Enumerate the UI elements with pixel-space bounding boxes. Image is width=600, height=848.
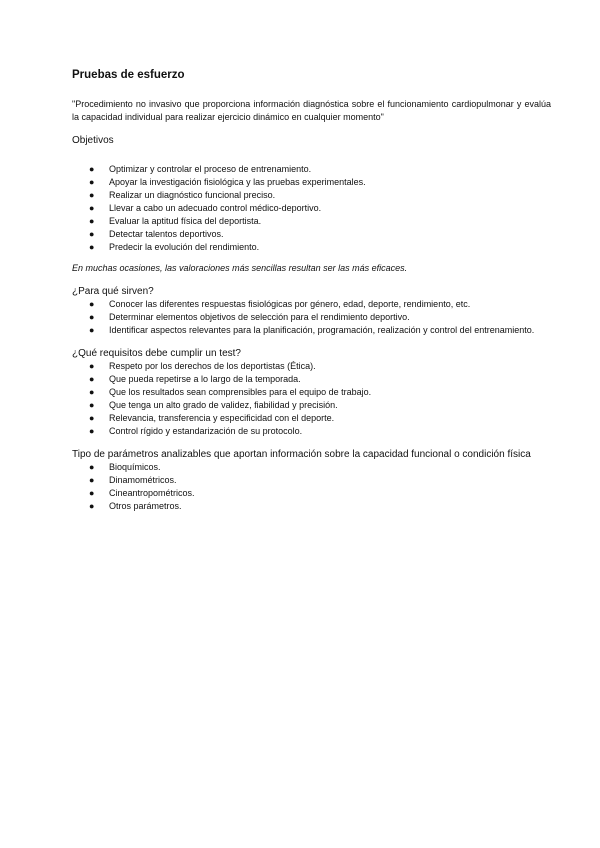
bullet-icon: ● [89, 242, 95, 252]
parametros-list [72, 461, 551, 513]
bullet-icon: ● [89, 462, 95, 472]
list-item: ● Cineantropométricos. [89, 488, 195, 498]
objetivos-list [72, 163, 551, 254]
list-item: ● Apoyar la investigación fisiológica y las pruebas experimentales. [89, 177, 366, 187]
list-item: ● Evaluar la aptitud física del deportista. [89, 216, 262, 226]
list-item: ● Control rígido y estandarización de su protocolo. [89, 426, 303, 436]
para-que-heading: ¿Para qué sirven? [72, 286, 154, 297]
parametros-heading: Tipo de parámetros analizables que aportan información sobre la capacidad funcional o condición física [72, 449, 531, 460]
bullet-icon: ● [89, 312, 95, 322]
bullet-icon: ● [89, 387, 95, 397]
bullet-icon: ● [89, 164, 95, 174]
bullet-icon: ● [89, 426, 95, 436]
bullet-icon: ● [89, 299, 95, 309]
list-item: ● Predecir la evolución del rendimiento. [89, 242, 260, 252]
bullet-icon: ● [89, 475, 95, 485]
list-item: ● Conocer las diferentes respuestas fisiológicas por género, edad, deporte, rendimiento, etc. [89, 299, 471, 309]
document-content [72, 68, 551, 513]
objetivos-heading: Objetivos [72, 135, 114, 146]
requisitos-list [72, 360, 551, 438]
bullet-icon: ● [89, 488, 95, 498]
list-item: ● Realizar un diagnóstico funcional preciso. [89, 190, 276, 200]
bullet-icon: ● [89, 374, 95, 384]
page-title: Pruebas de esfuerzo [72, 69, 185, 81]
list-item: ● Relevancia, transferencia y especificidad con el deporte. [89, 413, 335, 423]
bullet-icon: ● [89, 229, 95, 239]
bullet-icon: ● [89, 325, 95, 335]
list-item: ● Identificar aspectos relevantes para la planificación, programación, realización y control del entrenamiento. [89, 325, 535, 335]
bullet-icon: ● [89, 177, 95, 187]
bullet-icon: ● [89, 361, 95, 371]
bullet-icon: ● [89, 400, 95, 410]
list-item: ● Que pueda repetirse a lo largo de la temporada. [89, 374, 301, 384]
list-item: ● Que los resultados sean comprensibles para el equipo de trabajo. [89, 387, 372, 397]
list-item: ● Detectar talentos deportivos. [89, 229, 224, 239]
list-item: ● Que tenga un alto grado de validez, fiabilidad y precisión. [89, 400, 338, 410]
bullet-icon: ● [89, 190, 95, 200]
para-que-list [72, 298, 551, 337]
definition-quote: "Procedimiento no invasivo que proporciona información diagnóstica sobre el funcionamiento cardiopulmonar y evalúa la capacidad individual para realizar ejercicio dinámico en cualquier momento" [72, 99, 551, 122]
bullet-icon: ● [89, 501, 95, 511]
list-item: ● Bioquímicos. [89, 462, 161, 472]
list-item: ● Optimizar y controlar el proceso de entrenamiento. [89, 164, 312, 174]
bullet-icon: ● [89, 203, 95, 213]
list-item: ● Dinamométricos. [89, 475, 177, 485]
list-item: ● Respeto por los derechos de los deportistas (Ética). [89, 361, 316, 371]
bullet-icon: ● [89, 216, 95, 226]
list-item: ● Llevar a cabo un adecuado control médico-deportivo. [89, 203, 322, 213]
list-item: ● Determinar elementos objetivos de selección para el rendimiento deportivo. [89, 312, 410, 322]
list-item: ● Otros parámetros. [89, 501, 182, 511]
requisitos-heading: ¿Qué requisitos debe cumplir un test? [72, 348, 241, 359]
bullet-icon: ● [89, 413, 95, 423]
italic-note: En muchas ocasiones, las valoraciones más sencillas resultan ser las más eficaces. [72, 263, 408, 273]
